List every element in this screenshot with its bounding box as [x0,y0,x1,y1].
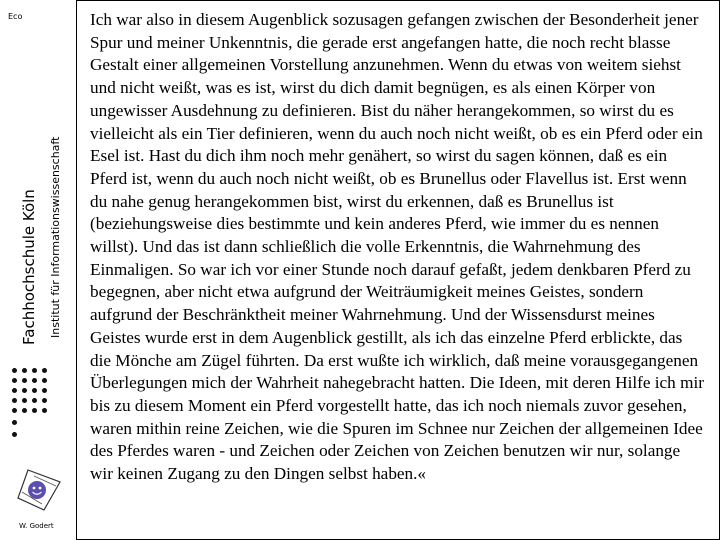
smiley-logo-icon [14,462,64,514]
corner-label: Eco [8,12,23,21]
institution-name: Fachhochschule Köln [20,189,38,345]
dot-grid-icon [12,368,58,438]
institute-name: Institut für Informationswissenschaft [49,136,62,338]
author-name: W. Godert [19,522,54,530]
sidebar [0,0,77,540]
quote-text: Ich war also in diesem Augenblick sozusagen gefangen zwischen der Besonderheit jener Spur und meiner Unkenntnis, die gerade erst angefangen hatte, die noch recht blasse Gestalt einer allgemeinen Vorstellung anzunehmen. Wenn du etwas von weitem siehst und nicht weißt, was es ist, wirst du dich damit begnügen, es als einen Körper von ungewisser Ausdehnung zu definieren. Bist du näher herangekommen, so wirst du es vielleicht als ein Tier definieren, wenn du auch noch nicht weißt, ob es ein Pferd oder ein Esel ist. Hast du dich ihm noch mehr genähert, so wirst du sagen können, daß es ein Pferd ist, wenn du auch noch nicht weißt, ob es Brunellus oder Flavellus ist. Erst wenn du nahe genug herangekommen bist, wirst du erkennen, daß es Brunellus ist (beziehungsweise dies bestimmte und kein anderes Pferd, wie immer du es nennen willst). Und das ist dann schließlich die volle Erkenntnis, die Wahrnehmung des Einmaligen. So war ich vor einer Stunde noch darauf gefaßt, jedem denkbaren Pferd zu begegnen, aber nicht etwa aufgrund der Weiträumigkeit meines Geistes, sondern aufgrund der Beschränktheit meiner Wahrnehmung. Und der Wissensdurst meines Geistes wurde erst in dem Augenblick gestillt, als ich das einzelne Pferd erblickte, das die Mönche am Zügel führten. Da erst wußte ich wirklich, daß meine vorausgegangenen Überlegungen mich der Wahrheit nahegebracht hatten. Die Ideen, mit deren Hilfe ich mir bis zu diesem Moment ein Pferd vorgestellt hatte, das ich noch niemals zuvor gesehen, waren mithin reine Zeichen, wie die Spuren im Schnee nur Zeichen der allgemeinen Idee des Pferdes waren - und Zeichen oder Zeichen von Zeichen benutzen wir nur, solange wir keinen Zugang zu den Dingen selbst haben.« [90,10,704,484]
